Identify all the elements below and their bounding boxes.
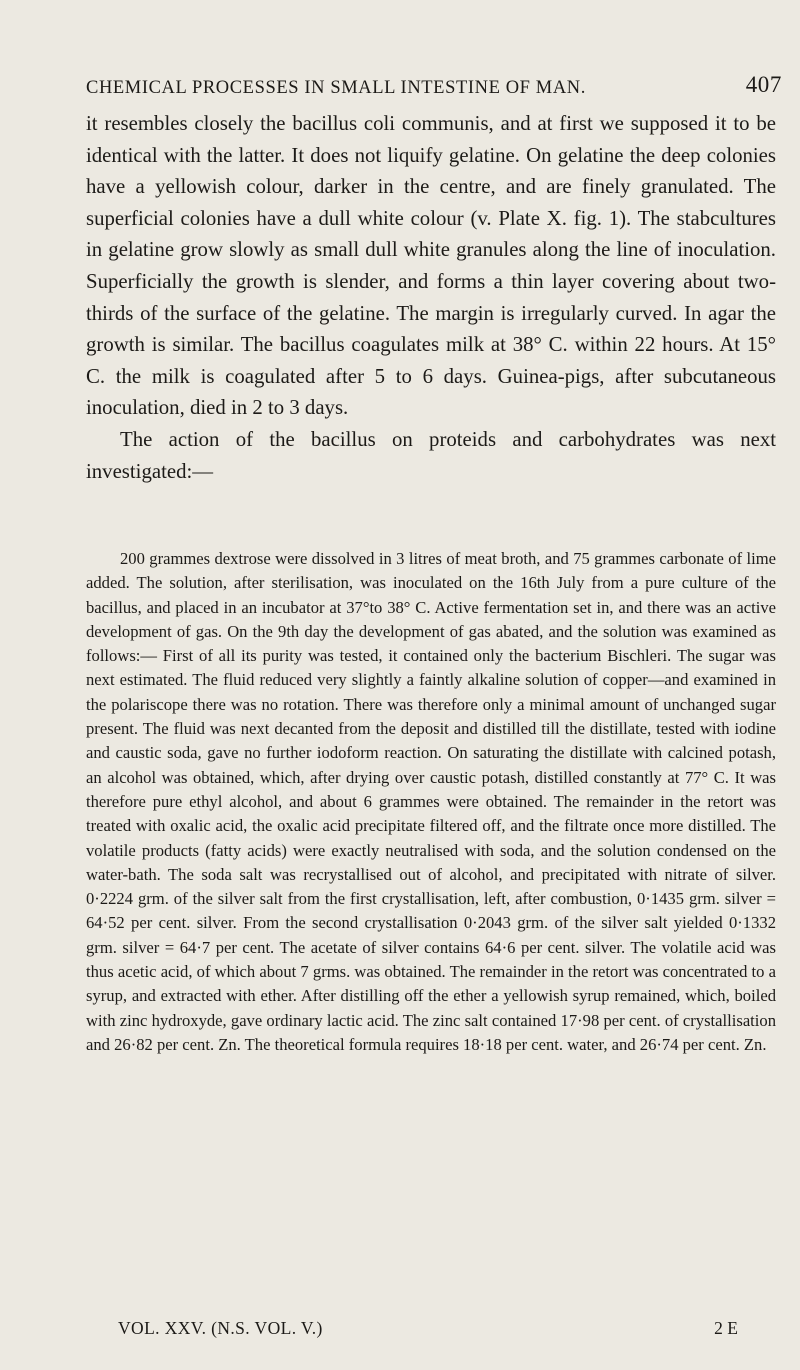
volume-line: VOL. XXV. (N.S. VOL. V.) <box>118 1318 323 1338</box>
paragraph: The action of the bacillus on proteids and carbohydrates was next investigated:— <box>86 427 776 483</box>
experiment-text <box>86 547 776 1057</box>
paragraph: it resembles closely the bacillus coli communis, and at first we supposed it to be identical with the latter. It does not liquify gelatine. On gelatine the deep colonies have a yellowish colour, darker in the centre, and are finely granulated. The superficial colonies have a dull white colour (v. Plate X. fig. 1). The stabcultures in gelatine grow slowly as small dull white granules along the line of inoculation. Superficially the growth is slender, and forms a thin layer covering about two-thirds of the surface of the gelatine. The margin is irregularly curved. In agar the growth is similar. The bacillus coagulates milk at 38° C. within 22 hours. At 15° C. the milk is coagulated after 5 to 6 days. Guinea-pigs, after subcutaneous inoculation, died in 2 to 3 days. <box>86 112 776 420</box>
paragraph: 200 grammes dextrose were dissolved in 3 litres of meat broth, and 75 grammes carbonate of lime added. The solution, after sterilisation, was inoculated on the 16th July from a pure culture of the bacillus, and placed in an incubator at 37°to 38° C. Active fermentation set in, and there was an active development of gas. On the 9th day the development of gas abated, and the solution was examined as follows:— First of all its purity was tested, it contained only the bacterium Bischleri. The sugar was next estimated. The fluid reduced very slightly a faintly alkaline solution of copper—and examined in the polariscope there was no rotation. There was therefore only a minimal amount of unchanged sugar present. The fluid was next decanted from the deposit and distilled till the distillate, tested with iodine and caustic soda, gave no further iodoform reaction. On saturating the distillate with calcined potash, an alcohol was obtained, which, after drying over caustic potash, distilled constantly at 77° C. It was therefore pure ethyl alcohol, and about 6 grammes were obtained. The remainder in the retort was treated with oxalic acid, the oxalic acid precipitate filtered off, and the filtrate once more distilled. The volatile products (fatty acids) were exactly neutralised with soda, and the solution condensed on the water-bath. The soda salt was recrystallised out of alcohol, and precipitated with nitrate of silver. 0·2224 grm. of the silver salt from the first crystallisation, left, after combustion, 0·1435 grm. silver = 64·52 per cent. silver. From the second crystallisation 0·2043 grm. of the silver salt yielded 0·1332 grm. silver = 64·7 per cent. The acetate of silver contains 64·6 per cent. silver. The volatile acid was thus acetic acid, of which about 7 grms. was obtained. The remainder in the retort was concentrated to a syrup, and extracted with ether. After distilling off the ether a yellowish syrup remained, which, boiled with zinc hydroxyde, gave ordinary lactic acid. The zinc salt contained 17·98 per cent. of crystallisation and 26·82 per cent. Zn. The theoretical formula requires 18·18 per cent. water, and 26·74 per cent. Zn. <box>86 549 776 1054</box>
main-text <box>86 108 776 487</box>
page-number: 407 <box>745 72 782 97</box>
running-header <box>86 74 782 104</box>
signature-mark: 2 E <box>714 1318 738 1338</box>
running-title: CHEMICAL PROCESSES IN SMALL INTESTINE OF MAN. <box>86 78 586 98</box>
page-footer <box>118 1318 738 1346</box>
